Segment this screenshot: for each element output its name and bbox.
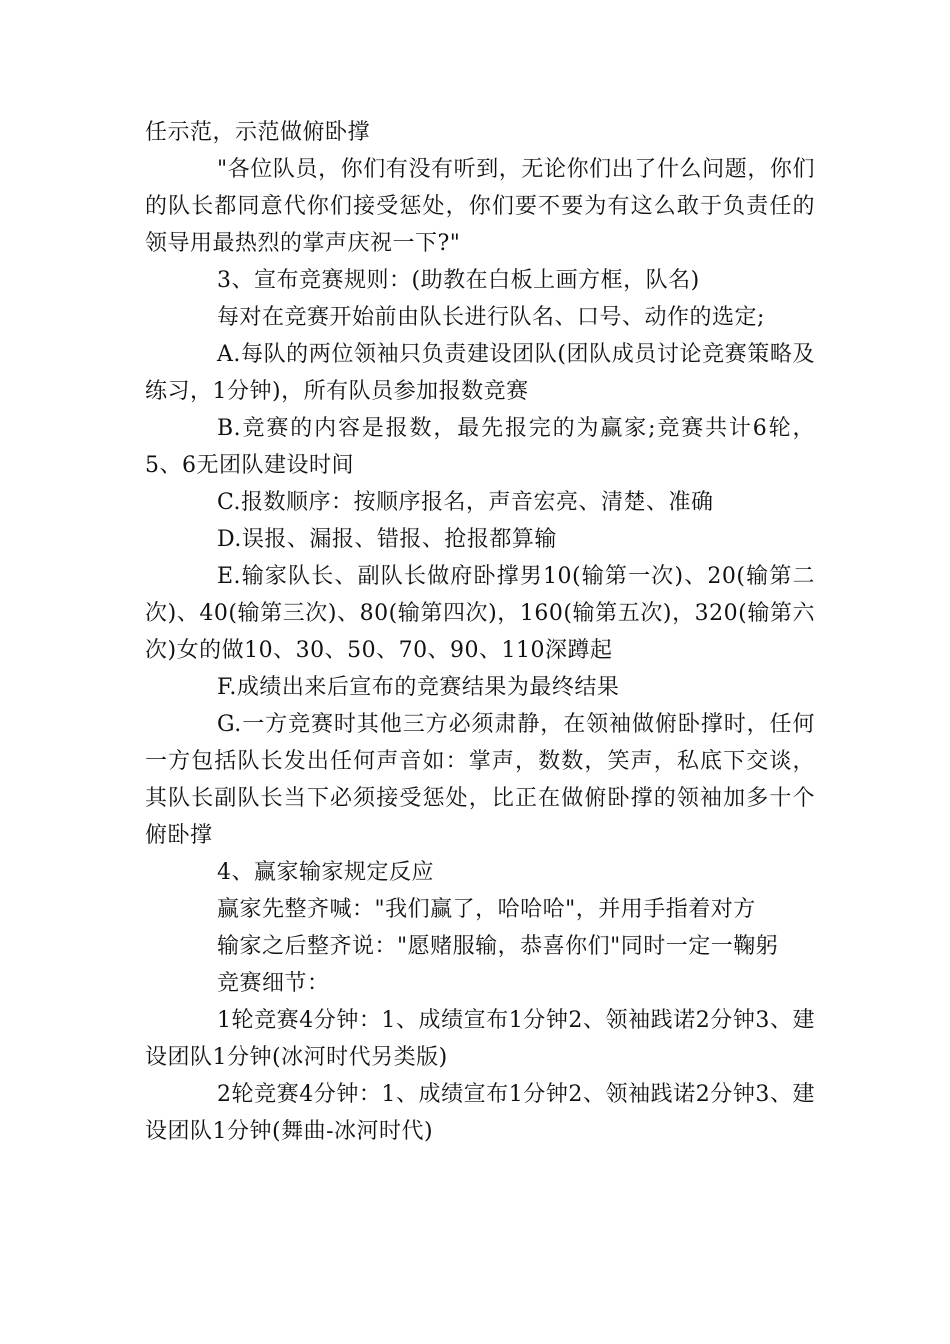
paragraph-10: F.成绩出来后宣布的竞赛结果为最终结果	[217, 675, 620, 700]
paragraph-11: G.一方竞赛时其他三方必须肃静，在领袖做俯卧撑时，任何一方包括队长发出任何声音如：掌声，数数，笑声，私底下交谈，其队长副队长当下必须接受惩处，比正在做俯卧撑的领袖加多十个俯卧撑	[145, 712, 815, 848]
paragraph-16: 1轮竞赛4分钟：1、成绩宣布1分钟2、领袖践诺2分钟3、建设团队1分钟(冰河时代另类版)	[145, 1008, 815, 1070]
paragraph-7: C.报数顺序：按顺序报名，声音宏亮、清楚、准确	[217, 490, 714, 515]
paragraph-6: B.竞赛的内容是报数，最先报完的为赢家;竞赛共计6轮，5、6无团队建设时间	[145, 416, 815, 478]
paragraph-8: D.误报、漏报、错报、抢报都算输	[217, 527, 557, 552]
paragraph-4: 每对在竞赛开始前由队长进行队名、口号、动作的选定;	[217, 305, 765, 330]
paragraph-5: A.每队的两位领袖只负责建设团队(团队成员讨论竞赛策略及练习，1分钟)，所有队员参加报数竞赛	[145, 342, 815, 404]
paragraph-14: 输家之后整齐说："愿赌服输，恭喜你们"同时一定一鞠躬	[217, 934, 779, 959]
paragraph-17: 2轮竞赛4分钟：1、成绩宣布1分钟2、领袖践诺2分钟3、建设团队1分钟(舞曲-冰河时代)	[145, 1082, 815, 1144]
paragraph-2: "各位队员，你们有没有听到，无论你们出了什么问题，你们的队长都同意代你们接受惩处，你们要不要为有这么敢于负责任的领导用最热烈的掌声庆祝一下?"	[145, 157, 815, 256]
paragraph-9: E.输家队长、副队长做府卧撑男10(输第一次)、20(输第二次)、40(输第三次)、80(输第四次)，160(输第五次)，320(输第六次)女的做10、30、50、70、90、110深蹲起	[145, 564, 815, 663]
paragraph-1: 任示范，示范做俯卧撑	[145, 120, 371, 145]
paragraph-13: 赢家先整齐喊："我们赢了，哈哈哈"，并用手指着对方	[217, 897, 756, 922]
paragraph-12: 4、赢家输家规定反应	[217, 860, 434, 885]
paragraph-3: 3、宣布竞赛规则：(助教在白板上画方框，队名)	[217, 268, 700, 293]
paragraph-15: 竞赛细节：	[217, 971, 330, 996]
document-body	[145, 114, 815, 1150]
